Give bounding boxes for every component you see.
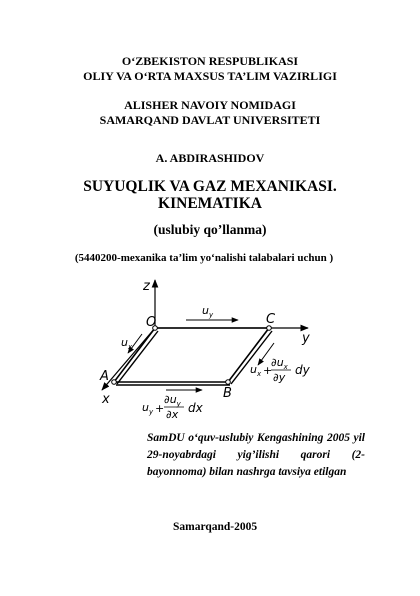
author-name: A. ABDIRASHIDOV <box>155 151 265 165</box>
label-c: C <box>266 312 276 327</box>
label-z: z <box>143 279 150 294</box>
fluid-element-diagram <box>88 270 328 420</box>
label-y: y <box>302 331 310 346</box>
svg-text:∂uy: $\partial u_y$ <box>164 393 181 408</box>
svg-text:+: + <box>263 364 273 377</box>
svg-text:dx: dx <box>188 401 203 415</box>
book-subtitle: (uslubiy qo’llanma) <box>153 222 267 237</box>
svg-text:uy: $u_y$ <box>142 401 154 416</box>
label-b: B <box>223 386 232 401</box>
book-title-line1: SUYUQLIK VA GAZ MEXANIKASI. <box>83 178 337 195</box>
point-b-dot <box>226 380 231 385</box>
label-ux: $u_x$ <box>121 336 133 351</box>
svg-text:∂y: ∂y <box>273 371 286 384</box>
svg-text:∂ux: $\partial u_x$ <box>271 356 288 371</box>
book-title-line2: KINEMATIKA <box>158 195 262 212</box>
label-x: x <box>102 392 110 407</box>
city-year: Samarqand-2005 <box>173 521 258 533</box>
svg-text:∂x: ∂x <box>166 408 179 420</box>
approval-note: SamDU o‘quv-uslubiy Kengashining 2005 yil 29-noyabrdagi yig’ilishi qarori (2-bayonnoma) bilan nashrga tavsiya etilgan <box>147 432 365 478</box>
label-o: O <box>146 315 157 330</box>
svg-text:+: + <box>155 402 165 415</box>
svg-text:dy: dy <box>295 363 310 377</box>
label-uy: $u_y$ <box>202 304 214 319</box>
specialty-line: (5440200-mexanika ta’lim yo‘nalishi talabalari uchun ) <box>74 252 334 264</box>
ab-velocity-expression <box>142 393 204 420</box>
header-named-after: ALISHER NAVOIY NOMIDAGI <box>124 98 296 112</box>
label-a: A <box>100 369 109 384</box>
bc-velocity-expression <box>250 356 311 384</box>
header-country: O‘ZBEKISTON RESPUBLIKASI <box>121 54 299 68</box>
svg-text:ux: $u_x$ <box>250 363 262 378</box>
point-a-dot <box>112 380 117 385</box>
header-ministry: OLIY VA O‘RTA MAXSUS TA’LIM VAZIRLIGI <box>83 69 337 83</box>
fluid-element-face <box>114 328 269 382</box>
header-university: SAMARQAND DAVLAT UNIVERSITETI <box>99 113 321 127</box>
